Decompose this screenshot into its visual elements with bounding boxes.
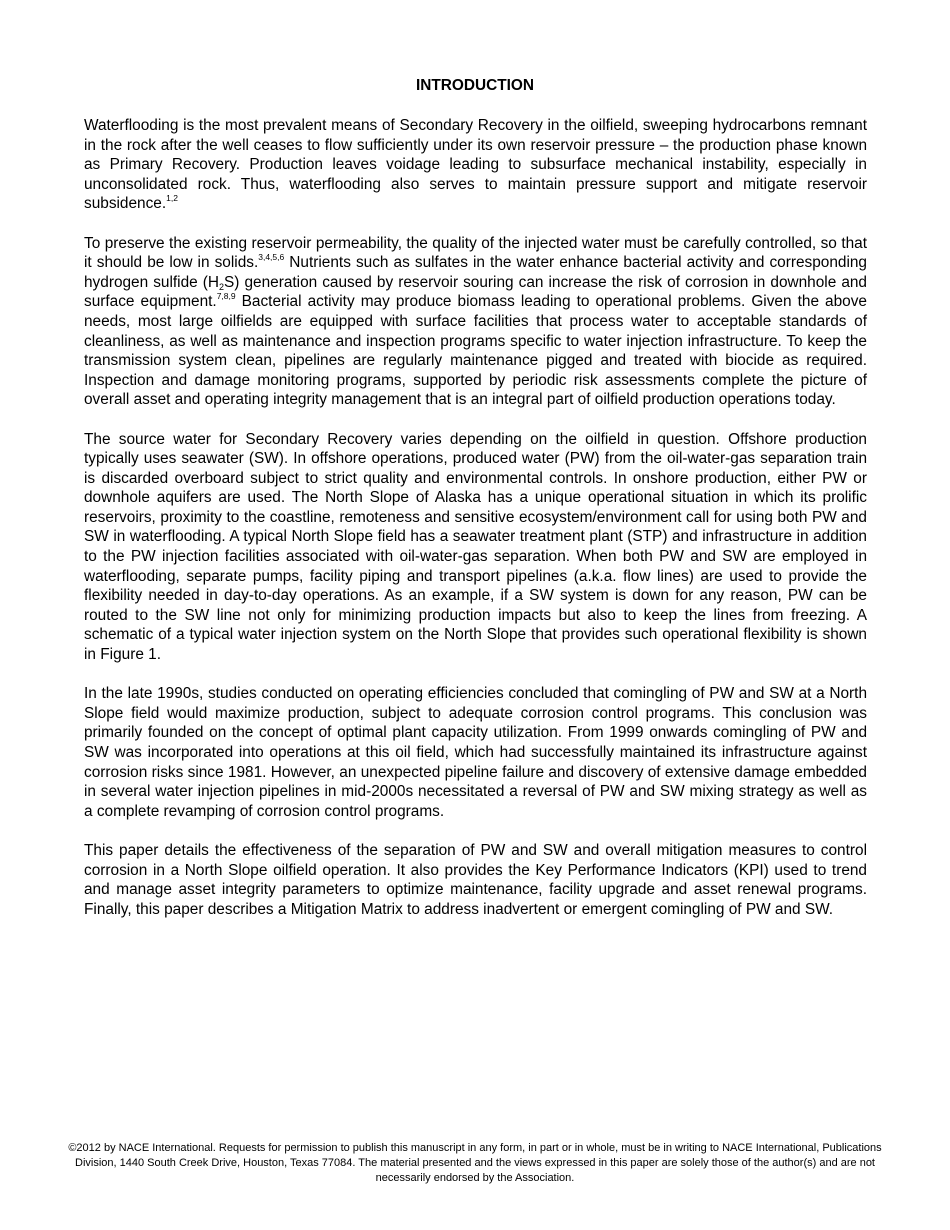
body-text <box>84 116 867 939</box>
paragraph-2-text-b: Nutrients such as sulfates in the water enhance bacterial activity and corresponding hydrogen sulfide (H <box>84 254 867 291</box>
paragraph-1 <box>84 116 867 214</box>
paragraph-5: This paper details the effectiveness of the separation of PW and SW and overall mitigation measures to control corrosion in a North Slope oilfield operation. It also provides the Key Performance Indicators (KPI) used to trend and manage asset integrity parameters to optimize maintenance, facility upgrade and asset renewal programs. Finally, this paper describes a Mitigation Matrix to address inadvertent or emergent comingling of PW and SW. <box>84 841 867 918</box>
paragraph-2-text-c: S) generation caused by reservoir souring can increase the risk of corrosion in downhole and surface equipment. <box>84 273 867 311</box>
paragraph-2 <box>84 234 867 410</box>
paragraph-4: In the late 1990s, studies conducted on operating efficiencies concluded that comingling of PW and SW at a North Slope field would maximize production, subject to adequate corrosion control programs. This conclusion was primarily founded on the concept of optimal plant capacity utilization. From 1999 onwards comingling of PW and SW was incorporated into operations at this oil field, which had successfully maintained its infrastructure against corrosion risks since 1981. However, an unexpected pipeline failure and discovery of extensive damage embedded in several water injection pipelines in mid-2000s necessitated a reversal of PW and SW mixing strategy as well as a complete revamping of corrosion control programs. <box>84 685 867 820</box>
paragraph-3: The source water for Secondary Recovery varies depending on the oilfield in question. Offshore production typically uses seawater (SW). In offshore operations, produced water (PW) from the oil-water-gas separation train is discarded overboard subject to strict quality and environmental controls. In onshore production, either PW or downhole aquifers are used. The North Slope of Alaska has a unique operational situation in which its prolific reservoirs, proximity to the coastline, remoteness and sensitive ecosystem/environment call for using both PW and SW in waterflooding. A typical North Slope field has a seawater treatment plant (STP) and infrastructure in addition to the PW injection facilities associated with oil-water-gas separation. When both PW and SW are employed in waterflooding, separate pumps, facility piping and transport pipelines (a.k.a. flow lines) are used to provide the flexibility needed in day-to-day operations. As an example, if a SW system is down for any reason, PW can be routed to the SW line not only for minimizing production impacts but also to keep the lines from freezing. A schematic of a typical water injection system on the North Slope that provides such operational flexibility is shown in Figure 1. <box>84 430 867 664</box>
paragraph-2-text-d: Bacterial activity may produce biomass leading to operational problems. Given the above needs, most large oilfields are equipped with surface facilities that process water to acceptable standards of cleanliness, as well as maintenance and inspection programs specific to water injection infrastructure. To keep the transmission system clean, pipelines are regularly maintenance pigged and treated with biocide as required. Inspection and damage monitoring programs, supported by periodic risk assessments complete the picture of overall asset and operating integrity management that is an integral part of oilfield production operations today. <box>84 293 867 409</box>
paragraph-1-text: Waterflooding is the most prevalent means of Secondary Recovery in the oilfield, sweeping hydrocarbons remnant in the rock after the well ceases to flow sufficiently under its own reservoir pressure – the production phase known as Primary Recovery. Production leaves voidage leading to subsurface mechanical instability, especially in unconsolidated rock. Thus, waterflooding also serves to maintain pressure support and mitigate reservoir subsidence. <box>84 117 867 213</box>
reference-superscript: 3,4,5,6 <box>258 252 285 263</box>
reference-superscript: 7,8,9 <box>216 291 236 302</box>
paragraph-2-text-a: To preserve the existing reservoir permeability, the quality of the injected water must be carefully controlled, so that it should be low in solids. <box>84 234 867 272</box>
reference-superscript: 1,2 <box>166 193 178 204</box>
copyright-footer: ©2012 by NACE International. Requests for permission to publish this manuscript in any form, in part or in whole, must be in writing to NACE International, Publications Division, 1440 South Creek Drive, Houston, Texas 77084. The material presented and the views expressed in this paper are solely those of the author(s) and are not necessarily endorsed by the Association. <box>68 1142 882 1184</box>
section-heading: INTRODUCTION <box>416 77 534 94</box>
subscript: 2 <box>219 281 225 292</box>
